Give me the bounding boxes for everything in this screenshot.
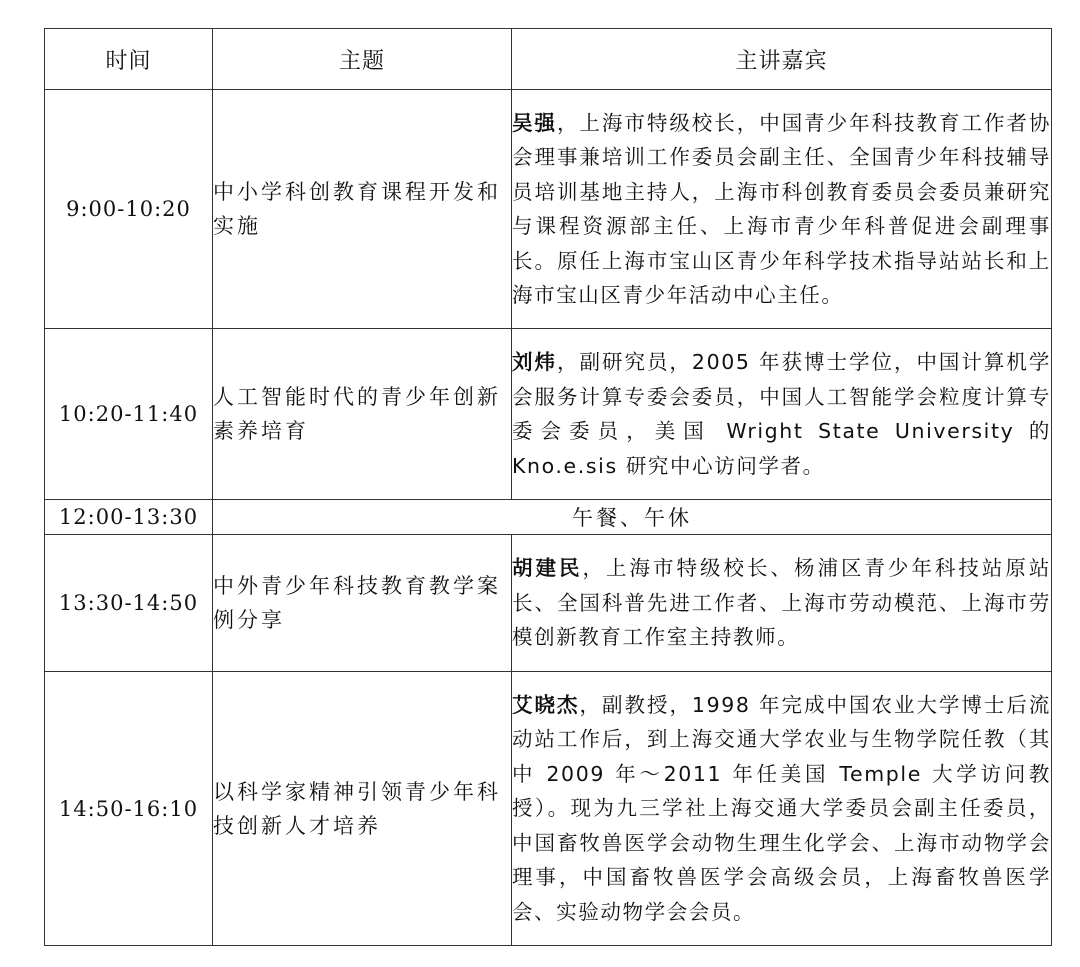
guest-description: ，上海市特级校长、杨浦区青少年科技站原站长、全国科普先进工作者、上海市劳动模范、上海市劳模创新教育工作室主持教师。 <box>512 556 1052 650</box>
table-row <box>45 90 1052 329</box>
time-cell: 12:00-13:30 <box>45 500 213 535</box>
topic-cell: 以科学家精神引领青少年科技创新人才培养 <box>213 672 512 946</box>
time-cell: 10:20-11:40 <box>45 329 213 500</box>
guest-name: 艾晓杰 <box>512 692 580 717</box>
header-guest: 主讲嘉宾 <box>512 29 1052 90</box>
topic-cell: 中外青少年科技教育教学案例分享 <box>213 535 512 672</box>
time-cell: 9:00-10:20 <box>45 90 213 329</box>
time-cell: 13:30-14:50 <box>45 535 213 672</box>
topic-cell: 人工智能时代的青少年创新素养培育 <box>213 329 512 500</box>
time-cell: 14:50-16:10 <box>45 672 213 946</box>
guest-name: 吴强 <box>512 110 557 135</box>
guest-description: ，副教授，1998 年完成中国农业大学博士后流动站工作后，到上海交通大学农业与生物学院任教（其中 2009 年～2011 年任美国 Temple 大学访问教授）。现为九三学社上海交通大学委员会副主任委员，中国畜牧兽医学会动物生理生化学会、上海市动物学会理事，中国畜牧兽医学会高级会员，上海畜牧兽医学会、实验动物学会会员。 <box>512 692 1051 924</box>
break-cell: 午餐、午休 <box>213 500 1052 535</box>
schedule-table <box>44 28 1052 946</box>
topic-cell: 中小学科创教育课程开发和实施 <box>213 90 512 329</box>
guest-name: 胡建民 <box>512 556 583 581</box>
guest-name: 刘炜 <box>512 350 557 374</box>
guest-cell <box>512 90 1052 329</box>
table-header-row <box>45 29 1052 90</box>
table-row <box>45 535 1052 672</box>
table-row <box>45 672 1052 946</box>
header-topic: 主题 <box>213 29 512 90</box>
header-time: 时间 <box>45 29 213 90</box>
table-row-break <box>45 500 1052 535</box>
guest-cell <box>512 672 1052 946</box>
guest-cell <box>512 329 1052 500</box>
table-row <box>45 329 1052 500</box>
guest-description: ，上海市特级校长，中国青少年科技教育工作者协会理事兼培训工作委员会副主任、全国青少年科技辅导员培训基地主持人，上海市科创教育委员会委员兼研究与课程资源部主任、上海市青少年科普促进会副理事长。原任上海市宝山区青少年科学技术指导站站长和上海市宝山区青少年活动中心主任。 <box>512 110 1051 307</box>
guest-cell <box>512 535 1052 672</box>
guest-description: ，副研究员，2005 年获博士学位，中国计算机学会服务计算专委会委员，中国人工智能学会粒度计算专委会委员，美国 Wright State University 的 Kno.e.sis 研究中心访问学者。 <box>512 350 1051 478</box>
